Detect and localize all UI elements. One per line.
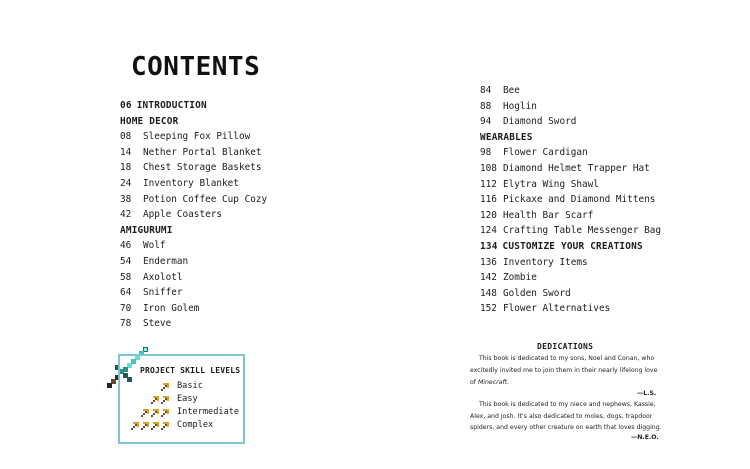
contents-entry [120,131,250,143]
contents-entry [480,179,599,191]
pickaxe-icon-group [140,408,170,418]
contents-entry [480,257,588,269]
contents-section-heading [120,100,207,112]
contents-entry [120,194,267,206]
contents-page-number: 148 [480,287,497,299]
pickaxe-icon [150,421,160,431]
contents-page-number: 84 [480,85,492,96]
contents-page-number: 58 [120,271,132,283]
contents-page-number: 108 [480,163,497,174]
contents-entry [120,287,183,299]
contents-page-number: 70 [120,302,132,314]
contents-page-number: 88 [480,100,492,112]
contents-entry-label: Apple Coasters [143,209,223,221]
contents-page-number: 38 [120,193,132,205]
contents-entry-label: Crafting Table Messenger Bag [503,225,662,237]
contents-section-heading [480,132,533,144]
contents-entry-label: Diamond Sword [503,116,577,128]
pickaxe-icon [160,395,170,405]
contents-entry [480,225,661,237]
contents-page-number: 98 [480,147,492,159]
contents-page-number: 06 [120,100,132,111]
contents-entry-label: Inventory Blanket [143,178,239,189]
contents-section-heading [120,225,173,237]
contents-entry [120,256,188,268]
contents-entry [120,318,171,330]
contents-page-number: 120 [480,209,497,221]
contents-page-number: 78 [120,318,132,330]
contents-entry-label: Nether Portal Blanket [143,146,262,158]
pickaxe-icon [160,382,170,392]
contents-entry-label: HOME DECOR [120,115,179,127]
contents-entry-label: INTRODUCTION [136,100,207,111]
contents-entry [480,303,610,315]
contents-entry-label: Potion Coffee Cup Cozy [143,193,268,205]
contents-section-heading [480,241,643,253]
contents-entry [480,163,650,175]
contents-entry [120,209,222,221]
contents-entry-label: Chest Storage Baskets [143,162,262,174]
contents-entry [120,303,199,315]
dedication-line: of Minecraft. [470,379,510,386]
pickaxe-icon [140,408,150,418]
page-title: CONTENTS [131,52,261,82]
pickaxe-icon [130,421,140,431]
skill-level-label: Basic [177,381,203,391]
dedication-line: This book is dedicated to my sons, Noel and Conan, who [479,355,655,362]
dedications-title: DEDICATIONS [537,342,594,351]
contents-page-number: 24 [120,178,132,189]
contents-entry [480,116,576,128]
contents-entry [480,272,537,284]
contents-entry-label: Inventory Items [503,256,588,268]
contents-page-number: 18 [120,162,132,174]
skill-level-label: Easy [177,394,198,404]
skill-level-label: Complex [177,420,214,430]
contents-entry-label: CUSTOMIZE YOUR CREATIONS [502,241,643,252]
contents-entry-label: Health Bar Scarf [503,209,594,221]
pickaxe-icon-group [130,421,170,431]
contents-page-number: 64 [120,287,132,299]
contents-entry-label: Pickaxe and Diamond Mittens [503,194,656,206]
contents-page-number: 124 [480,225,497,237]
contents-entry-label: Axolotl [143,271,183,283]
contents-page-number: 14 [120,146,132,158]
dedication-signature: —L.S. [637,390,657,397]
pickaxe-icon [150,395,160,405]
contents-entry [120,240,166,252]
contents-entry [120,272,183,284]
contents-entry-label: Wolf [143,240,166,252]
pickaxe-icon [150,408,160,418]
contents-entry-label: Steve [143,318,172,330]
contents-page-number: 116 [480,194,497,206]
contents-page-number: 134 [480,241,498,252]
contents-entry-label: Golden Sword [503,287,571,299]
contents-page-number: 152 [480,303,497,315]
contents-entry-label: Elytra Wing Shawl [503,178,599,190]
contents-entry-label: Sniffer [143,287,183,299]
contents-entry [480,85,520,97]
contents-page-number: 94 [480,116,492,128]
contents-entry-label: Diamond Helmet Trapper Hat [503,163,650,174]
contents-page-number: 142 [480,272,497,284]
contents-page-number: 46 [120,240,132,252]
contents-entry-label: Flower Cardigan [503,147,588,159]
contents-entry [480,147,588,159]
dedication-line: spiders, and every other creature on earth that loves digging. [470,424,662,431]
contents-page-number: 42 [120,209,132,221]
contents-entry-label: Hoglin [503,100,537,112]
skill-level-label: Intermediate [177,407,240,417]
contents-entry-label: Sleeping Fox Pillow [143,131,251,143]
contents-entry [480,194,655,206]
contents-entry-label: AMIGURUMI [120,224,173,236]
contents-entry [120,147,262,159]
pickaxe-icon [160,408,170,418]
contents-entry-label: Bee [503,85,520,96]
contents-page-number: 54 [120,256,132,267]
pickaxe-icon-group [150,395,170,405]
pickaxe-icon [160,421,170,431]
dedication-signature: —N.E.O. [631,434,659,441]
dedication-line: Alex, and Josh. It’s also dedicated to moles, dogs, trapdoor [470,413,653,420]
contents-entry [480,210,593,222]
dedication-line: excitedly invited me to join them in their nearly lifelong love [470,367,658,374]
contents-entry-label: WEARABLES [480,131,533,143]
pickaxe-icon [140,421,150,431]
contents-entry-label: Enderman [143,256,189,267]
skill-levels-title: PROJECT SKILL LEVELS [140,366,241,375]
dedication-line: This book is dedicated to my niece and nephews, Kassie, [479,401,656,408]
contents-entry [120,178,239,190]
contents-page-number: 136 [480,256,497,268]
pickaxe-icon-group [160,382,170,392]
contents-section-heading [120,116,178,128]
contents-entry [480,288,571,300]
contents-entry-label: Flower Alternatives [503,303,611,315]
contents-entry-label: Iron Golem [143,302,200,314]
contents-page-number: 112 [480,178,497,190]
contents-entry [480,101,537,113]
contents-page-number: 08 [120,131,132,143]
contents-entry [120,162,262,174]
contents-entry-label: Zombie [503,272,537,284]
